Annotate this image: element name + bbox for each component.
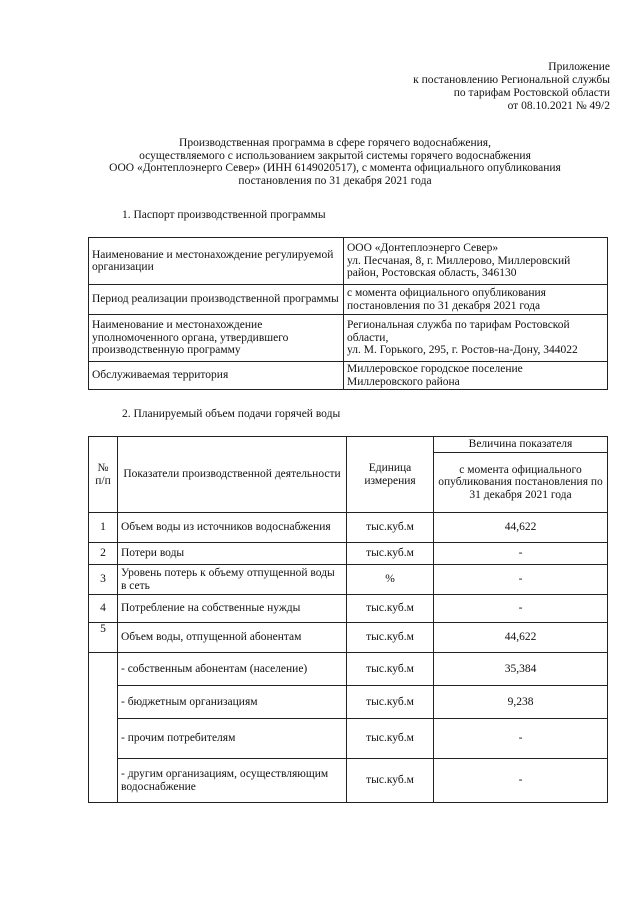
- passport-value: [344, 362, 608, 390]
- appendix-line: от 08.10.2021 № 49/2: [507, 100, 610, 112]
- header-indicator: Показатели производственной деятельности: [118, 437, 347, 513]
- header-unit: Единица измерения: [347, 437, 434, 513]
- row-unit: тыс.куб.м: [347, 653, 434, 686]
- table-row: [89, 238, 608, 285]
- value-line: ул. Песчаная, 8, г. Миллерово, Миллеровский: [347, 254, 571, 267]
- table-header-row: [89, 437, 608, 453]
- row-unit: тыс.куб.м: [347, 623, 434, 653]
- title-line: Производственная программа в сфере горячего водоснабжения,: [179, 137, 491, 149]
- table-row: [89, 513, 608, 543]
- value-line: Миллеровского района: [347, 375, 460, 388]
- table-row: [89, 686, 608, 719]
- row-num-empty: [89, 653, 118, 803]
- table-row: [89, 543, 608, 565]
- value-line: постановления по 31 декабря 2021 года: [347, 299, 541, 312]
- value-line: район, Ростовская область, 346130: [347, 267, 517, 280]
- row-num: 2: [89, 543, 118, 565]
- value-line: с момента официального опубликования: [347, 287, 546, 299]
- row-value: -: [434, 595, 608, 623]
- passport-label: Обслуживаемая территория: [89, 362, 344, 390]
- row-name: Объем воды, отпущенной абонентам: [118, 623, 347, 653]
- passport-label: Наименование и местонахождение уполномоченного органа, утвердившего производственную программу: [89, 315, 344, 362]
- row-value: -: [434, 719, 608, 759]
- table-row: [89, 315, 608, 362]
- value-line: ул. М. Горького, 295, г. Ростов-на-Дону, 344022: [347, 344, 578, 357]
- row-unit: тыс.куб.м: [347, 595, 434, 623]
- value-line: ООО «Донтеплоэнерго Север»: [347, 242, 499, 255]
- row-value: 35,384: [434, 653, 608, 686]
- title-line: осуществляемого с использованием закрытой системы горячего водоснабжения: [139, 149, 531, 162]
- passport-value: [344, 238, 608, 285]
- row-name: Объем воды из источников водоснабжения: [118, 513, 347, 543]
- title-line: постановления по 31 декабря 2021 года: [238, 174, 432, 187]
- appendix-line: Приложение: [548, 61, 610, 73]
- row-value: -: [434, 543, 608, 565]
- passport-label: Период реализации производственной программы: [89, 285, 344, 315]
- row-num: 5: [89, 623, 118, 653]
- title-line: ООО «Донтеплоэнерго Север» (ИНН 6149020517), с момента официального опубликования: [109, 162, 561, 174]
- row-value: -: [434, 565, 608, 595]
- table-row: [89, 653, 608, 686]
- table-row: [89, 595, 608, 623]
- volume-table: [88, 436, 608, 803]
- table-row: [89, 759, 608, 803]
- section1-heading: 1. Паспорт производственной программы: [122, 209, 326, 221]
- value-line: области,: [347, 331, 389, 344]
- header-num: № п/п: [89, 437, 118, 513]
- table-row: [89, 285, 608, 315]
- header-value-group: Величина показателя: [434, 437, 608, 453]
- passport-value: [344, 315, 608, 362]
- row-value: -: [434, 759, 608, 803]
- row-num: 4: [89, 595, 118, 623]
- row-unit: %: [347, 565, 434, 595]
- row-unit: тыс.куб.м: [347, 719, 434, 759]
- row-value: 9,238: [434, 686, 608, 719]
- row-name: - прочим потребителям: [118, 719, 347, 759]
- row-name: - бюджетным организациям: [118, 686, 347, 719]
- appendix-line: по тарифам Ростовской области: [453, 87, 610, 99]
- row-unit: тыс.куб.м: [347, 759, 434, 803]
- table-row: [89, 719, 608, 759]
- row-unit: тыс.куб.м: [347, 513, 434, 543]
- row-value: 44,622: [434, 513, 608, 543]
- value-line: Миллеровское городское поселение: [347, 363, 523, 375]
- row-num: 3: [89, 565, 118, 595]
- row-name: - другим организациям, осуществляющим водоснабжение: [118, 759, 347, 803]
- appendix-line: к постановлению Региональной службы: [413, 74, 610, 86]
- passport-value: [344, 285, 608, 315]
- row-unit: тыс.куб.м: [347, 686, 434, 719]
- row-name: Потребление на собственные нужды: [118, 595, 347, 623]
- row-name: Потери воды: [118, 543, 347, 565]
- row-unit: тыс.куб.м: [347, 543, 434, 565]
- passport-label: Наименование и местонахождение регулируемой организации: [89, 238, 344, 285]
- row-num: 1: [89, 513, 118, 543]
- table-row: [89, 623, 608, 653]
- section2-heading: 2. Планируемый объем подачи горячей воды: [122, 408, 341, 420]
- row-value: 44,622: [434, 623, 608, 653]
- value-line: Региональная служба по тарифам Ростовской: [347, 319, 570, 332]
- appendix-header: [310, 61, 610, 113]
- header-value-sub: с момента официального опубликования постановления по 31 декабря 2021 года: [434, 453, 608, 513]
- row-name: - собственным абонентам (население): [118, 653, 347, 686]
- passport-table: [88, 237, 608, 390]
- row-name: Уровень потерь к объему отпущенной воды в сеть: [118, 565, 347, 595]
- document-title: [60, 137, 610, 187]
- table-row: [89, 362, 608, 390]
- table-row: [89, 565, 608, 595]
